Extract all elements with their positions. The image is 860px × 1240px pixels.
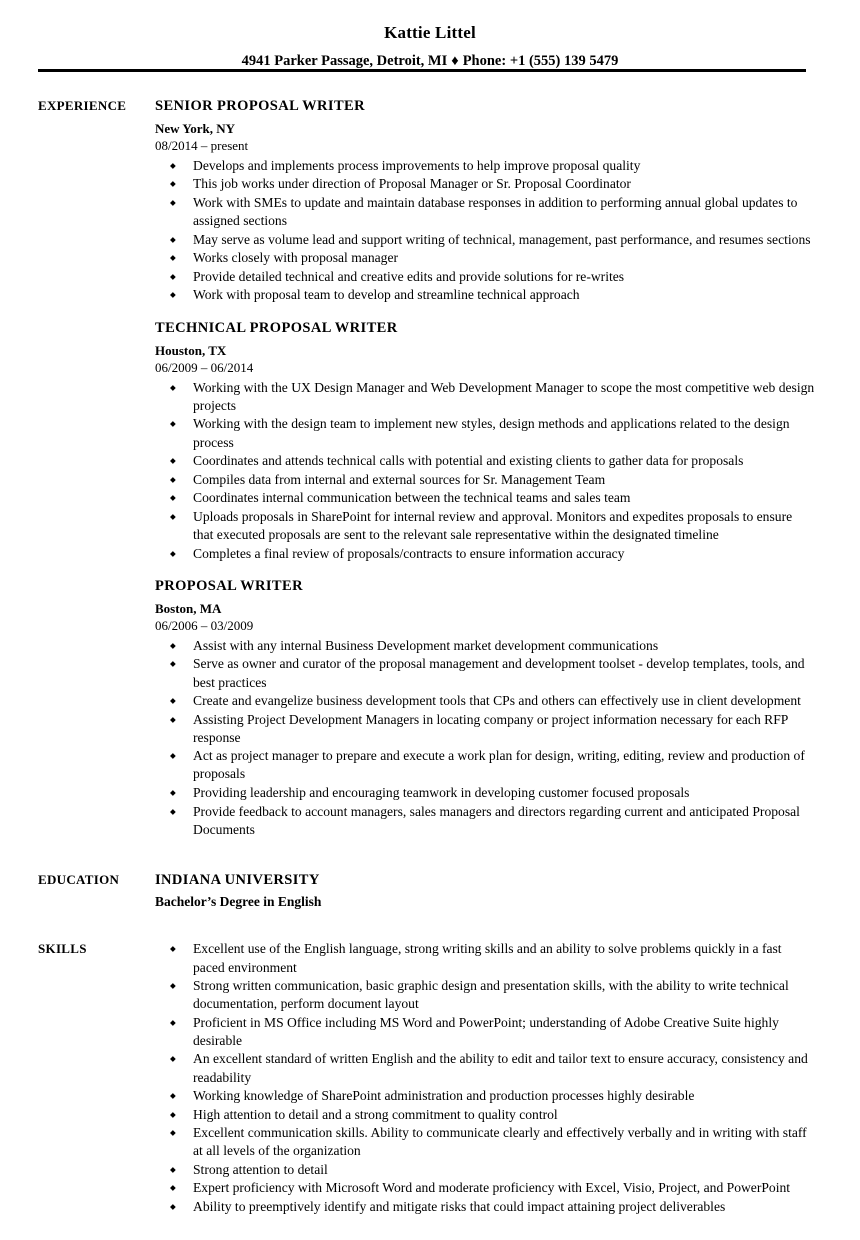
list-item: ◆ Assisting Project Development Managers in locating company or project information necessary for each RFP response — [168, 711, 815, 747]
resume-header — [0, 0, 860, 70]
section-skills — [0, 940, 860, 1216]
list-item: ◆ Excellent use of the English language, strong writing skills and an ability to solve problems quickly in a fast paced environment — [168, 940, 815, 976]
job-responsibility-list — [155, 637, 815, 839]
list-item: ◆ Coordinates and attends technical calls with potential and existing clients to gather data for proposals — [168, 452, 815, 470]
candidate-name: Kattie Littel — [384, 23, 476, 42]
experience-entries — [155, 97, 860, 843]
section-label-education: EDUCATION — [38, 871, 120, 887]
skills-list — [155, 940, 815, 1216]
section-education — [0, 871, 860, 912]
list-item: ◆ Provide feedback to account managers, sales managers and directors regarding current and anticipated Proposal Documents — [168, 803, 815, 839]
list-item: ◆ Uploads proposals in SharePoint for internal review and approval. Monitors and expedites proposals to ensure that executed proposals are sent to the relevant sale representative within the designated timeline — [168, 508, 815, 544]
job-dates: 06/2006 – 03/2009 — [155, 617, 254, 633]
list-item: ◆ Works closely with proposal manager — [168, 249, 815, 267]
job-title: TECHNICAL PROPOSAL WRITER — [155, 319, 398, 336]
list-item: ◆ Working with the design team to implement new styles, design methods and applications related to the design process — [168, 415, 815, 451]
contact-phone: Phone: +1 (555) 139 5479 — [462, 52, 619, 69]
job-location: New York, NY — [155, 121, 236, 137]
list-item: ◆ Completes a final review of proposals/contracts to ensure information accuracy — [168, 545, 815, 563]
skills-entries — [155, 940, 860, 1216]
job-location: Boston, MA — [155, 601, 222, 617]
list-item: ◆ High attention to detail and a strong commitment to quality control — [168, 1106, 815, 1124]
education-degree: Bachelor’s Degree in English — [155, 893, 322, 909]
list-item: ◆ Expert proficiency with Microsoft Word and moderate proficiency with Excel, Visio, Project, and PowerPoint — [168, 1179, 815, 1197]
job-dates: 08/2014 – present — [155, 138, 249, 154]
list-item: ◆ Strong attention to detail — [168, 1161, 815, 1179]
list-item: ◆ Excellent communication skills. Ability to communicate clearly and effectively verbally and in writing with staff at all levels of the organization — [168, 1124, 815, 1160]
list-item: ◆ Create and evangelize business development tools that CPs and others can effectively use in client development — [168, 692, 815, 710]
job-title: PROPOSAL WRITER — [155, 577, 303, 594]
job-entry — [155, 319, 815, 563]
list-item: ◆ May serve as volume lead and support writing of technical, management, past performance, and resumes sections — [168, 231, 815, 249]
list-item: ◆ This job works under direction of Proposal Manager or Sr. Proposal Coordinator — [168, 175, 815, 193]
list-item: ◆ Coordinates internal communication between the technical teams and sales team — [168, 489, 815, 507]
list-item: ◆ Providing leadership and encouraging teamwork in developing customer focused proposals — [168, 784, 815, 802]
contact-address: 4941 Parker Passage, Detroit, MI — [241, 52, 448, 69]
education-entries — [155, 871, 860, 912]
job-dates: 06/2009 – 06/2014 — [155, 359, 254, 375]
contact-line — [0, 43, 860, 70]
job-location: Houston, TX — [155, 343, 227, 359]
section-experience — [0, 97, 860, 843]
list-item: ◆ Act as project manager to prepare and execute a work plan for design, writing, editing, review and production of proposals — [168, 747, 815, 783]
job-entry — [155, 97, 815, 305]
list-item: ◆ Working knowledge of SharePoint administration and production processes highly desirable — [168, 1087, 815, 1105]
list-item: ◆ Working with the UX Design Manager and Web Development Manager to scope the most competitive web design projects — [168, 379, 815, 415]
list-item: ◆ Develops and implements process improvements to help improve proposal quality — [168, 157, 815, 175]
list-item: ◆ Serve as owner and curator of the proposal management and development toolset - develop templates, tools, and best practices — [168, 655, 815, 691]
list-item: ◆ An excellent standard of written English and the ability to edit and tailor text to ensure accuracy, consistency and readability — [168, 1050, 815, 1086]
resume-body — [0, 70, 860, 1217]
list-item: ◆ Work with SMEs to update and maintain database responses in addition to performing annual global updates to assigned sections — [168, 194, 815, 230]
section-label-experience: EXPERIENCE — [38, 97, 127, 113]
job-title: SENIOR PROPOSAL WRITER — [155, 97, 365, 114]
job-entry — [155, 577, 815, 839]
section-label-skills: SKILLS — [38, 941, 87, 957]
list-item: ◆ Work with proposal team to develop and streamline technical approach — [168, 286, 815, 304]
list-item: ◆ Proficient in MS Office including MS Word and PowerPoint; understanding of Adobe Creative Suite highly desirable — [168, 1014, 815, 1050]
list-item: ◆ Strong written communication, basic graphic design and presentation skills, with the ability to write technical documentation, perform document layout — [168, 977, 815, 1013]
list-item: ◆ Provide detailed technical and creative edits and provide solutions for re-writes — [168, 268, 815, 286]
job-responsibility-list — [155, 157, 815, 305]
list-item: ◆ Assist with any internal Business Development market development communications — [168, 637, 815, 655]
diamond-separator-icon: ♦ — [451, 52, 459, 69]
list-item: ◆ Ability to preemptively identify and mitigate risks that could impact attaining project deliverables — [168, 1198, 815, 1216]
education-school: INDIANA UNIVERSITY — [155, 871, 320, 888]
job-responsibility-list — [155, 379, 815, 563]
list-item: ◆ Compiles data from internal and external sources for Sr. Management Team — [168, 471, 815, 489]
